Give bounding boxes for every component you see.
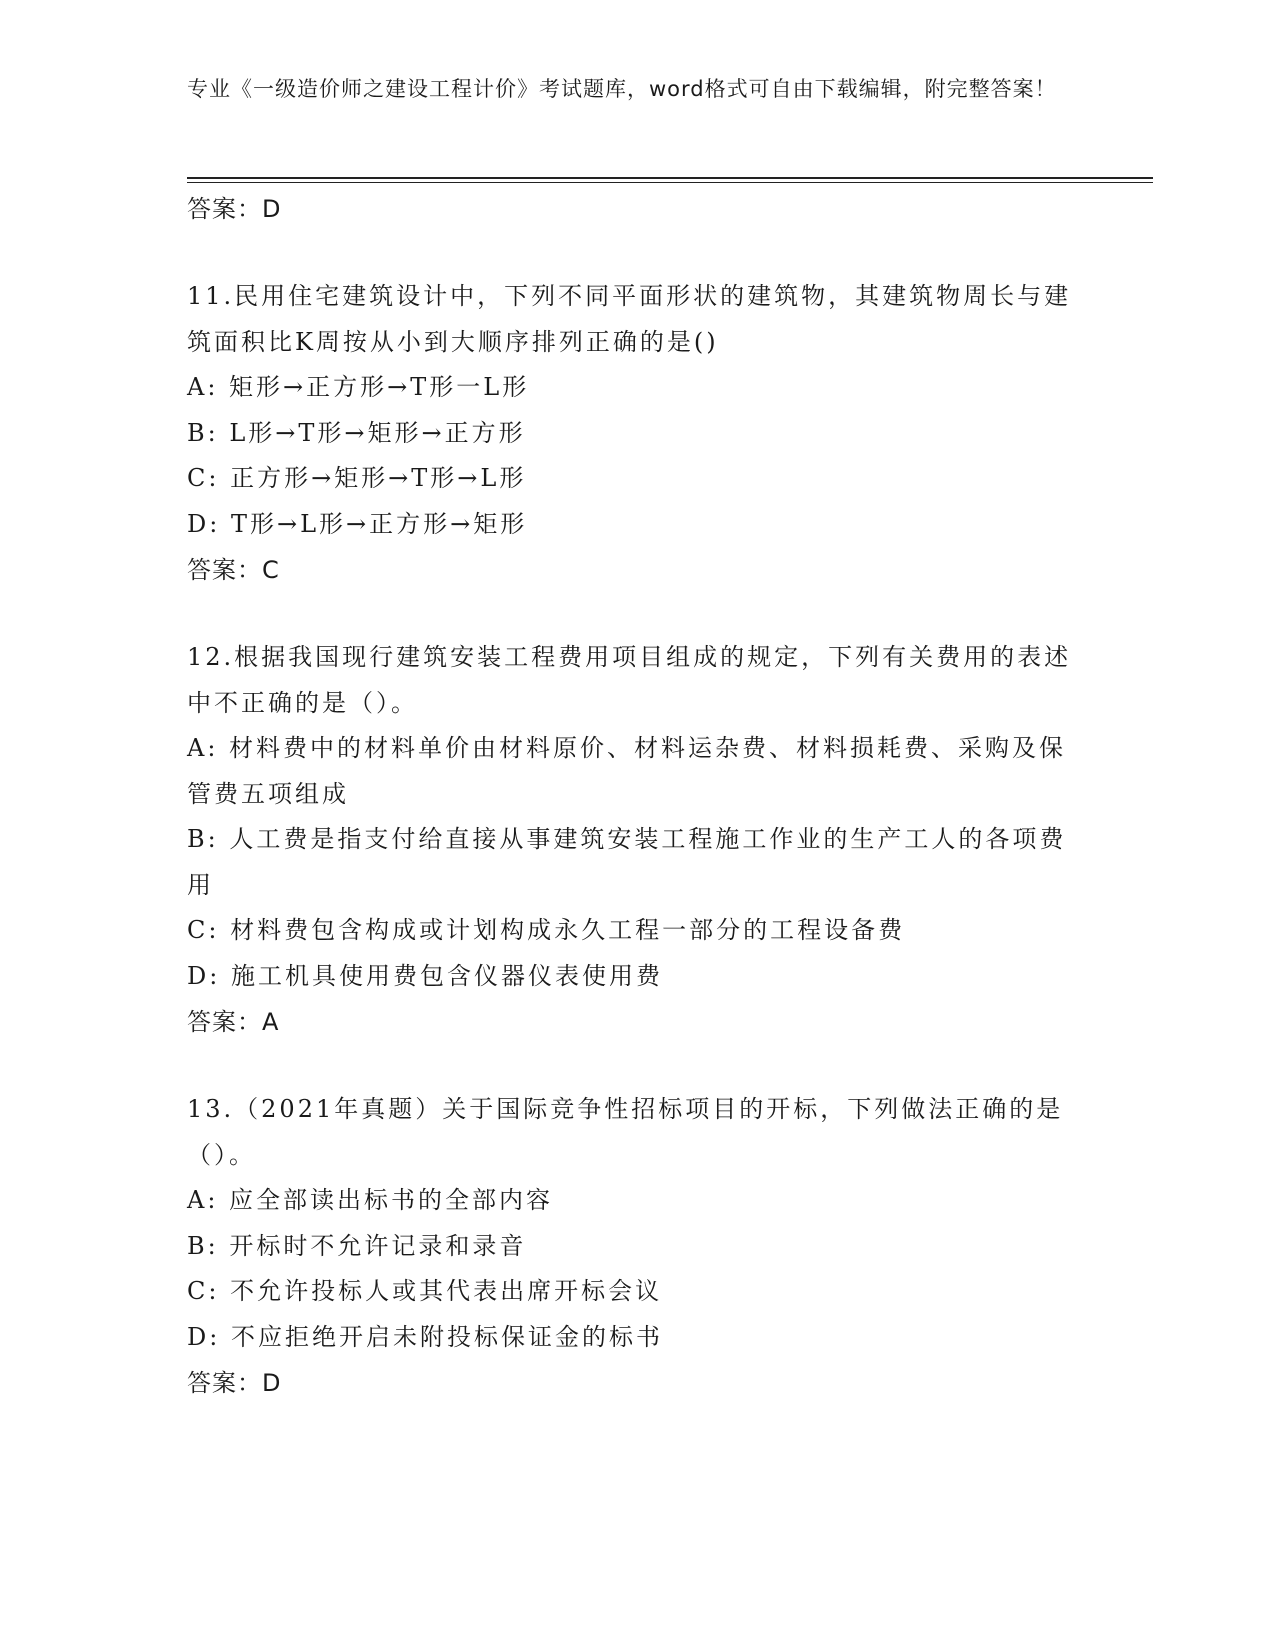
option-a: A: 矩形→正方形→T形一L形 <box>187 373 530 401</box>
option-c: C: 正方形→矩形→T形→L形 <box>187 464 527 492</box>
question-stem: 11.民用住宅建筑设计中，下列不同平面形状的建筑物，其建筑物周长与建筑面积比K周按从小到大顺序排列正确的是() <box>187 282 1072 356</box>
option-a: A: 材料费中的材料单价由材料原价、材料运杂费、材料损耗费、采购及保管费五项组成 <box>187 734 1067 808</box>
option-c: C: 材料费包含构成或计划构成永久工程一部分的工程设备费 <box>187 916 906 944</box>
question-11 <box>187 274 1087 593</box>
option-d: D: 不应拒绝开启未附投标保证金的标书 <box>187 1322 663 1351</box>
header-divider-thick <box>187 177 1153 179</box>
page-header: 专业《一级造价师之建设工程计价》考试题库，word格式可自由下载编辑，附完整答案！ <box>187 77 1057 101</box>
spacer <box>187 593 1087 635</box>
option-b: B: L形→T形→矩形→正方形 <box>187 418 526 447</box>
question-content <box>187 186 1087 1406</box>
answer-q13: 答案：D <box>187 1369 282 1397</box>
question-stem: 13.（2021年真题）关于国际竞争性招标项目的开标，下列做法正确的是（）。 <box>187 1095 1064 1169</box>
spacer <box>187 1045 1087 1087</box>
option-b: B: 开标时不允许记录和录音 <box>187 1231 527 1260</box>
spacer <box>187 232 1087 274</box>
option-a: A: 应全部读出标书的全部内容 <box>187 1186 554 1214</box>
header-divider-thin <box>187 182 1153 183</box>
option-d: D: T形→L形→正方形→矩形 <box>187 509 528 538</box>
answer-q12: 答案：A <box>187 1008 280 1036</box>
option-d: D: 施工机具使用费包含仪器仪表使用费 <box>187 961 663 990</box>
question-stem: 12.根据我国现行建筑安装工程费用项目组成的规定，下列有关费用的表述中不正确的是（）。 <box>187 643 1072 717</box>
option-c: C: 不允许投标人或其代表出席开标会议 <box>187 1277 663 1305</box>
question-13 <box>187 1087 1087 1406</box>
question-12 <box>187 635 1087 1045</box>
answer-q11: 答案：C <box>187 556 280 584</box>
option-b: B: 人工费是指支付给直接从事建筑安装工程施工作业的生产工人的各项费用 <box>187 825 1067 899</box>
answer-q10: 答案：D <box>187 195 282 223</box>
